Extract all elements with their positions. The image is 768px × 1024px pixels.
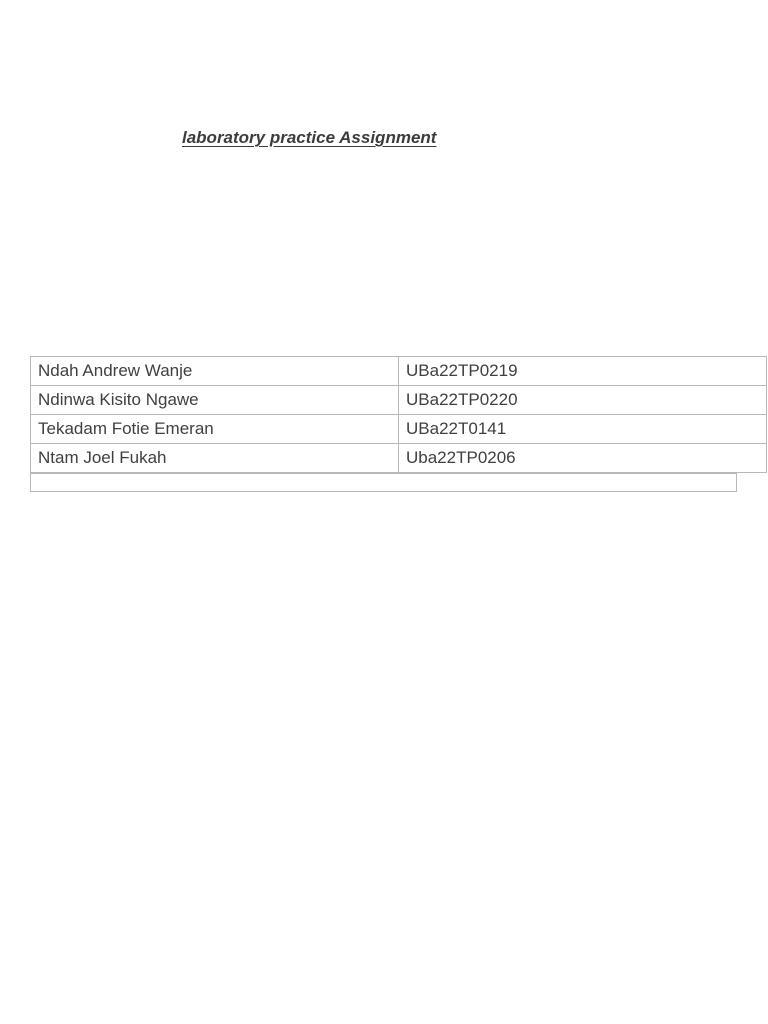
document-title: laboratory practice Assignment [182, 128, 437, 147]
members-table [30, 356, 767, 473]
table-row [31, 357, 767, 386]
member-id-cell: UBa22T0141 [399, 415, 767, 444]
table-row [31, 386, 767, 415]
table-row [31, 415, 767, 444]
member-name-cell: Ndinwa Kisito Ngawe [31, 386, 399, 415]
member-id-cell: UBa22TP0220 [399, 386, 767, 415]
table-row [31, 444, 767, 473]
member-name-cell: Ntam Joel Fukah [31, 444, 399, 473]
member-name-cell: Ndah Andrew Wanje [31, 357, 399, 386]
empty-table-row [30, 473, 737, 492]
member-id-cell: Uba22TP0206 [399, 444, 767, 473]
member-id-cell: UBa22TP0219 [399, 357, 767, 386]
member-name-cell: Tekadam Fotie Emeran [31, 415, 399, 444]
